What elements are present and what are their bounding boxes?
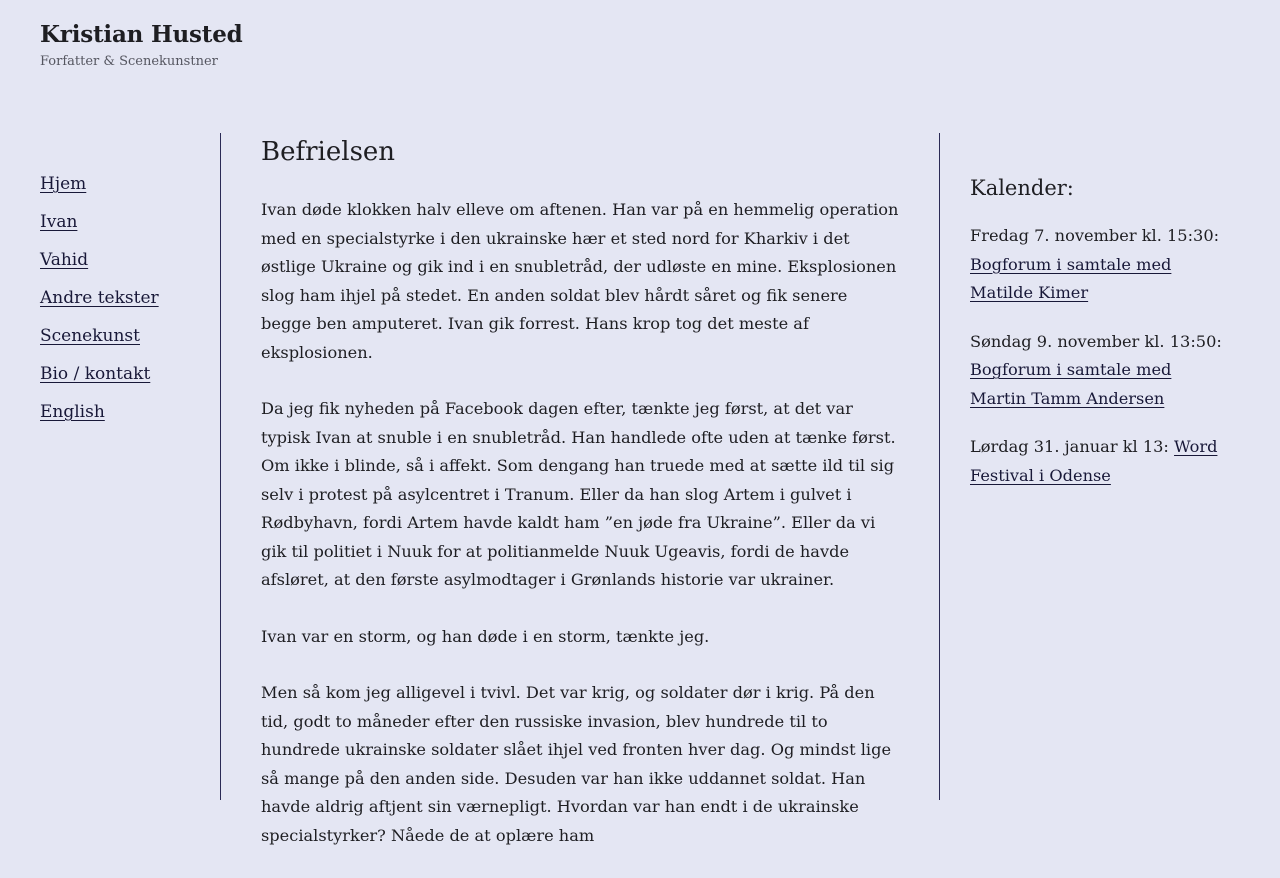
article-paragraph: Da jeg fik nyheden på Facebook dagen efter, tænkte jeg først, at det var typisk Ivan at snuble i en snubletråd. Han handlede ofte uden at tænke først. Om ikke i blinde, så i affekt. Som dengang han truede med at sætte ild til sig selv i protest på asylcentret i Tranum. Eller da han slog Artem i gulvet i Rødbyhavn, fordi Artem havde kaldt ham ”en jøde fra Ukraine”. Eller da vi gik til politiet i Nuuk for at politianmelde Nuuk Ugeavis, fordi de havde afsløret, at den første asylmodtager i Grønlands historie var ukrainer. bbox=[261, 399, 896, 589]
site-header bbox=[40, 20, 243, 71]
event-link[interactable]: Word Festival i Odense bbox=[970, 437, 1218, 485]
event-link[interactable]: Bogforum i samtale med Martin Tamm Andersen bbox=[970, 360, 1172, 408]
event-date: Fredag 7. november kl. 15:30: bbox=[970, 226, 1220, 245]
nav-link-english[interactable]: English bbox=[40, 402, 105, 422]
article-paragraph: Ivan var en storm, og han døde i en storm, tænkte jeg. bbox=[261, 626, 710, 646]
event-date: Lørdag 31. januar kl 13: bbox=[970, 437, 1169, 456]
calendar-event bbox=[970, 433, 1230, 490]
calendar-sidebar bbox=[970, 172, 1230, 510]
site-title[interactable]: Kristian Husted bbox=[40, 21, 243, 48]
nav-link-bio-kontakt[interactable]: Bio / kontakt bbox=[40, 364, 151, 384]
nav-link-scenekunst[interactable]: Scenekunst bbox=[40, 326, 140, 346]
calendar-event bbox=[970, 328, 1230, 414]
calendar-title: Kalender: bbox=[970, 176, 1074, 200]
event-date: Søndag 9. november kl. 13:50: bbox=[970, 331, 1222, 351]
article-paragraph: Ivan døde klokken halv elleve om aftenen. Han var på en hemmelig operation med en specialstyrke i den ukrainske hær et sted nord for Kharkiv i det østlige Ukraine og gik ind i en snubletråd, der udløste en mine. Eksplosionen slog ham ihjel på stedet. En anden soldat blev hårdt såret og fik senere begge ben amputeret. Ivan gik forrest. Hans krop tog det meste af eksplosionen. bbox=[261, 200, 899, 362]
nav-link-ivan[interactable]: Ivan bbox=[40, 212, 78, 232]
site-tagline: Forfatter & Scenekunstner bbox=[40, 54, 218, 69]
main-navigation bbox=[40, 170, 210, 436]
right-column-divider bbox=[939, 133, 940, 800]
article-body bbox=[261, 196, 901, 850]
left-column-divider bbox=[220, 133, 221, 800]
event-link[interactable]: Bogforum i samtale med Matilde Kimer bbox=[970, 254, 1172, 302]
article bbox=[261, 133, 901, 878]
article-title: Befrielsen bbox=[261, 137, 396, 167]
article-paragraph: Men så kom jeg alligevel i tvivl. Det var krig, og soldater dør i krig. På den tid, godt to måneder efter den russiske invasion, blev hundrede til to hundrede ukrainske soldater slået ihjel ved fronten hver dag. Og mindst lige så mange på den anden side. Desuden var han ikke uddannet soldat. Han havde aldrig aftjent sin værnepligt. Hvordan var han endt i de ukrainske specialstyrker? Nåede de at oplære ham bbox=[261, 683, 892, 845]
nav-link-andre-tekster[interactable]: Andre tekster bbox=[40, 288, 159, 308]
nav-link-vahid[interactable]: Vahid bbox=[40, 250, 89, 270]
calendar-event bbox=[970, 222, 1230, 308]
nav-link-hjem[interactable]: Hjem bbox=[40, 174, 87, 194]
